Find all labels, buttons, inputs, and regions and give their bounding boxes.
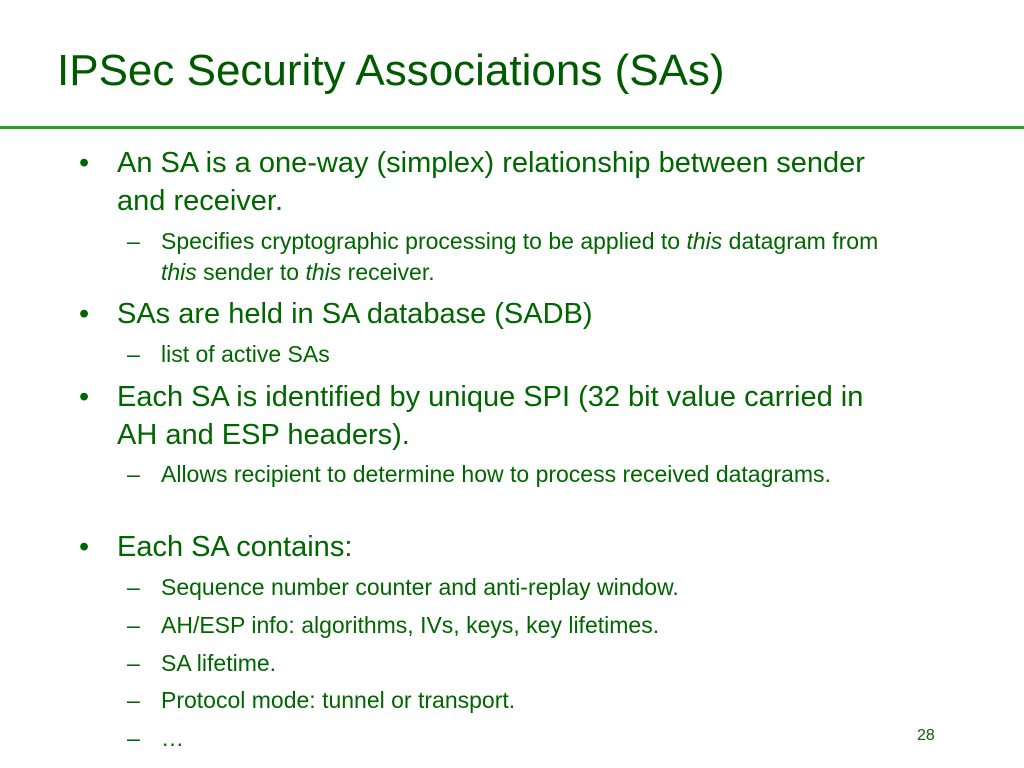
bullet-marker: • xyxy=(79,531,90,563)
sub-text: Protocol mode: tunnel or transport. xyxy=(161,687,516,713)
bullet-marker: • xyxy=(79,298,90,330)
sub-text: list of active SAs xyxy=(161,341,330,367)
bullet-text: SAs are held in SA database (SADB) xyxy=(117,298,593,330)
sub-text: AH/ESP info: algorithms, IVs, keys, key lifetimes. xyxy=(161,612,660,638)
sub-text: SA lifetime. xyxy=(161,650,277,676)
sub-text: Sequence number counter and anti-replay window. xyxy=(161,574,679,600)
sub-text: … xyxy=(161,725,184,751)
slide-title: IPSec Security Associations (SAs) xyxy=(57,46,725,95)
sub-marker: – xyxy=(127,725,140,751)
sub-marker: – xyxy=(127,574,140,600)
bullet-marker: • xyxy=(79,381,90,413)
bullet-marker: • xyxy=(79,147,90,179)
sub-marker: – xyxy=(127,341,140,367)
bullet-text: Each SA contains: xyxy=(117,531,353,563)
sub-text: Specifies cryptographic processing to be applied to this datagram from this sender to this receiver. xyxy=(161,228,879,285)
bullet-text: Each SA is identified by unique SPI (32 bit value carried in AH and ESP headers). xyxy=(117,381,864,451)
sub-text: Allows recipient to determine how to process received datagrams. xyxy=(161,461,831,487)
sub-marker: – xyxy=(127,228,140,254)
bullet-text: An SA is a one-way (simplex) relationship between sender and receiver. xyxy=(117,147,865,217)
sub-marker: – xyxy=(127,687,140,713)
sub-marker: – xyxy=(127,461,140,487)
sub-marker: – xyxy=(127,612,140,638)
page-number: 28 xyxy=(917,727,935,744)
sub-marker: – xyxy=(127,650,140,676)
